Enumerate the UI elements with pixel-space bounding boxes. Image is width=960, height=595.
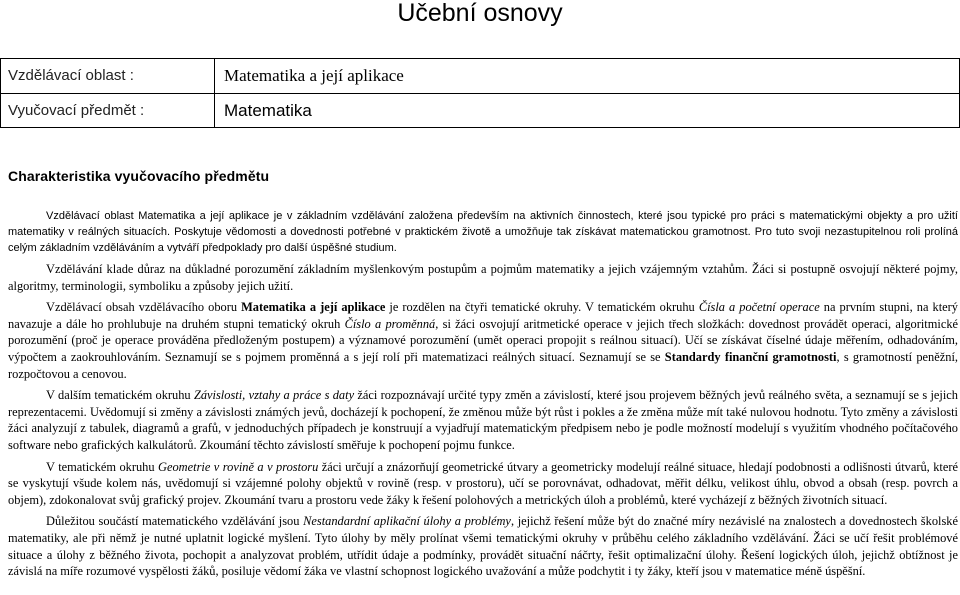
area-value: Matematika a její aplikace <box>224 66 404 85</box>
text-run: V tematickém okruhu <box>46 459 159 474</box>
paragraph-intro: Vzdělávací oblast Matematika a její aplikace je v základním vzdělávání založena především na aktivních činnostech, které jsou typické pro práci s matematickými objekty a pro užití matematiky v reálných situacích. Poskytuje vědomosti a dovednosti potřebné v praktickém životě a umožňuje tak získávat matematickou gramotnost. Pro tuto svoji nezastupitelnou roli prolíná celým základním vzděláváním a vytváří předpoklady pro další úspěšné studium. <box>8 210 958 254</box>
page-title: Učební osnovy <box>397 0 563 27</box>
bold-term: Standardy finanční gramotnosti <box>664 349 837 364</box>
section-heading: Charakteristika vyučovacího předmětu <box>8 168 270 184</box>
text-run: žáci určují a znázorňují geometrické útvary a geometricky modelují reálné situace, hledají podobnosti a odlišnosti útvarů, které se vyskytují všude kolem nás, uvědomují si vzájemné polohy objektů v rovině (resp. v prostoru), učí se porovnávat, odhadovat, měřit délku, velikost úhlu, obvod a obsah (resp. povrch a objem), zdokonalovat svůj grafický projev. Zkoumání tvaru a prostoru vede žáky k řešení polohových a metrických úloh a problémů, které vycházejí z běžných životních situací. <box>8 459 958 507</box>
italic-term: Závislosti, vztahy a práce s daty <box>193 388 355 403</box>
text-run: Důležitou součástí matematického vzdělávání jsou <box>46 514 304 529</box>
italic-term: Nestandardní aplikační úlohy a problémy <box>303 514 511 529</box>
text-run: Vzdělávací obsah vzdělávacího oboru <box>46 300 242 315</box>
italic-term: Čísla a početní operace <box>698 300 820 315</box>
text-run: , s gramotností peněžní, rozpočtovou a cenovou. <box>8 349 958 381</box>
paragraph-geometry <box>8 459 958 509</box>
subject-info-table <box>0 58 960 128</box>
text-run: , jejichž řešení může být do značné míry nezávislé na znalostech a dovednostech školské matematiky, ale při němž je nutné uplatnit logické myšlení. Tyto úlohy by měly prolínat všemi tematickými okruhy v průběhu celého základního vzdělávání. Žáci se učí řešit problémové situace a úlohy z běžného života, pochopit a analyzovat problém, utřídit údaje a podmínky, provádět situační náčrty, řešit optimalizační úlohy. Řešení logických úloh, jejichž obtížnost je závislá na míře rozumové vyspělosti žáků, posiluje vědomí žáka ve vlastní schopnost logického uvažování a může podchytit i ty žáky, kteří jsou v matematice méně úspěšní. <box>8 514 958 579</box>
italic-term: Číslo a proměnná <box>344 316 436 331</box>
text-run: na prvním stupni, na který navazuje a dále ho prohlubuje na druhém stupni tematický okruh <box>8 300 958 331</box>
paragraph-understanding: Vzdělávání klade důraz na důkladné porozumění základním myšlenkovým postupům a pojmům matematiky a jejich vzájemným vztahům. Žáci si postupně osvojují některé pojmy, algoritmy, terminologii, symboliku a způsoby jejich užití. <box>8 262 958 293</box>
bold-term: Matematika a její aplikace <box>241 300 386 315</box>
paragraph-problems <box>8 513 958 579</box>
paragraph-dependencies <box>8 387 958 453</box>
subject-row <box>1 94 959 128</box>
text-run: V dalším tematickém okruhu <box>46 388 194 403</box>
subject-value: Matematika <box>224 101 312 120</box>
paragraph-numbers <box>8 299 958 382</box>
area-row <box>1 59 959 94</box>
subject-label: Vyučovací předmět : <box>1 94 215 128</box>
text-run: , si žáci osvojují aritmetické operace v jejich třech složkách: dovednost provádět operaci, algoritmické porozumění (proč je operace prováděna předloženým postupem) a významové porozumění (umět operaci propojit s reálnou situací). Učí se získávat číselné údaje měřením, odhadováním, výpočtem a zaokrouhlováním. Seznamují se s pojmem proměnná a s její rolí při matematizaci reálných situací. Seznamují se se <box>8 316 959 364</box>
characteristics-text <box>8 208 958 580</box>
text-run: je rozdělen na čtyři tematické okruhy. V tematickém okruhu <box>385 300 699 315</box>
text-run: žáci rozpoznávají určité typy změn a závislostí, které jsou projevem běžných jevů reálného světa, a seznamují se s jejich reprezentacemi. Uvědomují si změny a závislosti známých jevů, docházejí k pochopení, že změnou může být růst i pokles a že změna může mít také nulovou hodnotu. Tyto změny a závislosti žáci analyzují z tabulek, diagramů a grafů, v jednoduchých případech je konstruují a vyjadřují matematickým předpisem nebo je podle možností modelují s využitím vhodného počítačového software nebo grafických kalkulátorů. Zkoumání těchto závislostí směřuje k pochopení pojmu funkce. <box>8 388 959 452</box>
area-label: Vzdělávací oblast : <box>1 59 215 93</box>
italic-term: Geometrie v rovině a v prostoru <box>158 459 319 474</box>
